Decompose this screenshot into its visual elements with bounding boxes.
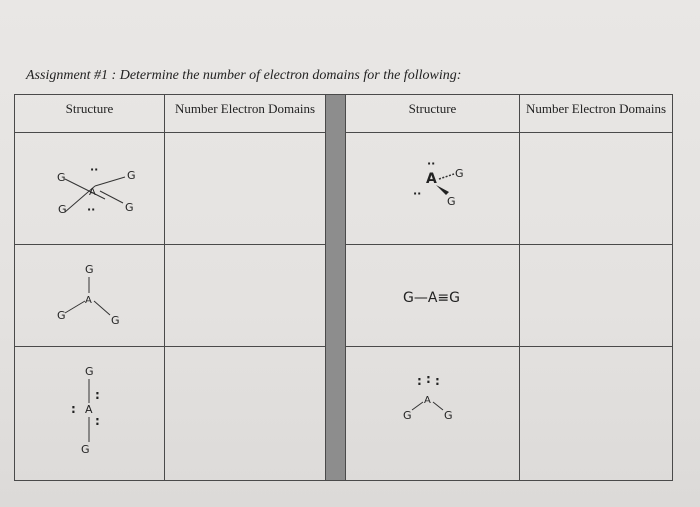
ligand-g-label: G bbox=[403, 409, 412, 422]
structure-cell-2-left bbox=[15, 245, 165, 347]
ligand-g-label: G bbox=[127, 169, 136, 182]
lone-pair-mark: : bbox=[95, 414, 100, 428]
ligand-g-label: G bbox=[58, 203, 67, 216]
molecule-trigonal-diagram bbox=[15, 245, 165, 347]
header-domains-left: Number Electron Domains bbox=[165, 95, 326, 133]
electron-domain-table bbox=[14, 94, 673, 481]
molecule-vertical-linear-diagram bbox=[15, 347, 165, 481]
ligand-g-label: G bbox=[81, 443, 90, 456]
lone-pair-mark: : bbox=[71, 402, 76, 416]
ligand-g-label: G bbox=[57, 171, 66, 184]
header-structure-right: Structure bbox=[346, 95, 520, 133]
structure-cell-2-right bbox=[346, 245, 520, 347]
central-atom-label: A bbox=[424, 395, 431, 406]
structure-cell-3-right bbox=[346, 347, 520, 481]
molecule-seesaw-diagram bbox=[15, 133, 165, 245]
ligand-g-label: G bbox=[447, 195, 456, 208]
molecule-bent-lone-pairs-diagram bbox=[346, 347, 520, 481]
ligand-g-label: G bbox=[85, 263, 94, 276]
molecule-bent-diagram bbox=[346, 133, 520, 245]
lone-pair-mark: ·· bbox=[87, 203, 96, 216]
header-structure-left: Structure bbox=[15, 95, 165, 133]
ligand-g-label: G bbox=[85, 365, 94, 378]
ligand-g-label: G bbox=[57, 309, 66, 322]
central-atom-label: A bbox=[85, 295, 92, 306]
ligand-g-label: G bbox=[455, 167, 464, 180]
lone-pair-mark: ·· bbox=[427, 157, 436, 170]
molecule-linear-diagram bbox=[346, 245, 520, 347]
lone-pair-mark: : bbox=[426, 372, 431, 386]
lone-pair-mark: : bbox=[435, 374, 440, 388]
domain-count-cell-1-right[interactable] bbox=[520, 133, 673, 245]
center-divider bbox=[326, 95, 346, 481]
linear-formula: G—A≡G bbox=[403, 290, 461, 306]
domain-count-cell-1-left[interactable] bbox=[165, 133, 326, 245]
domain-count-cell-2-right[interactable] bbox=[520, 245, 673, 347]
structure-cell-1-left bbox=[15, 133, 165, 245]
assignment-title: Assignment #1 : Determine the number of electron domains for the following: bbox=[26, 68, 462, 83]
lone-pair-mark: ·· bbox=[413, 187, 422, 200]
central-atom-label: A bbox=[89, 187, 96, 198]
ligand-g-label: G bbox=[125, 201, 134, 214]
domain-count-cell-3-left[interactable] bbox=[165, 347, 326, 481]
structure-cell-3-left bbox=[15, 347, 165, 481]
table-header-row bbox=[15, 95, 673, 133]
ligand-g-label: G bbox=[111, 314, 120, 327]
domain-count-cell-3-right[interactable] bbox=[520, 347, 673, 481]
lone-pair-mark: : bbox=[417, 374, 422, 388]
domain-count-cell-2-left[interactable] bbox=[165, 245, 326, 347]
central-atom-label: A bbox=[426, 171, 437, 187]
structure-cell-1-right bbox=[346, 133, 520, 245]
header-domains-right: Number Electron Domains bbox=[520, 95, 673, 133]
ligand-g-label: G bbox=[444, 409, 453, 422]
central-atom-label: A bbox=[85, 403, 93, 416]
lone-pair-mark: : bbox=[95, 388, 100, 402]
lone-pair-mark: ·· bbox=[90, 163, 99, 176]
